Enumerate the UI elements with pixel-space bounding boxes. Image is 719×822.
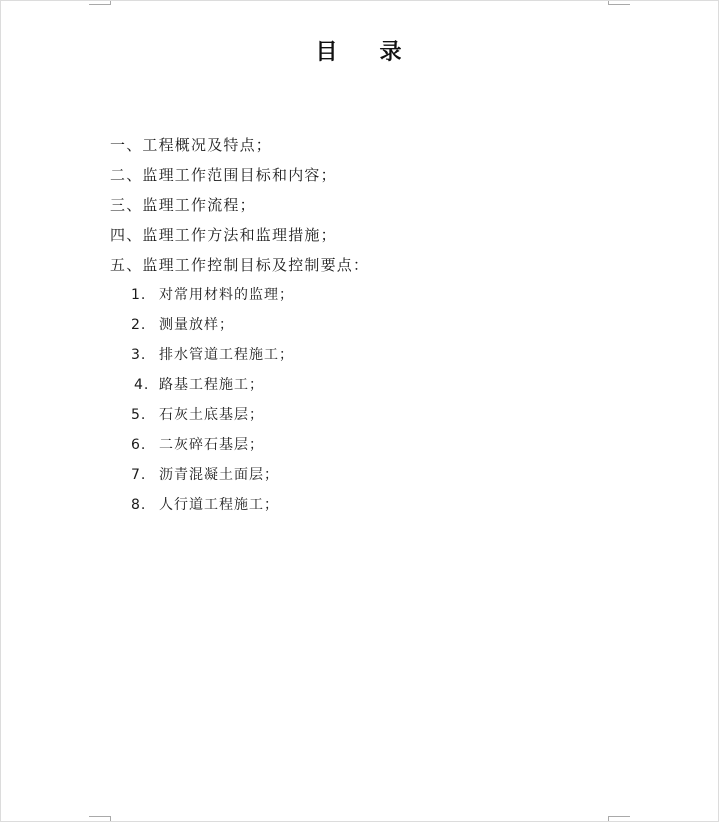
toc-subitem-text: 石灰土底基层； <box>159 407 264 423</box>
toc-subitem-number: 1. <box>131 287 147 303</box>
crop-mark <box>110 816 111 821</box>
crop-mark <box>608 4 630 5</box>
toc-subitem-number: 2. <box>131 317 147 333</box>
crop-mark <box>608 816 630 817</box>
toc-section: 二、监理工作范围目标和内容； <box>110 166 337 184</box>
crop-mark <box>89 816 111 817</box>
crop-mark <box>608 1 609 5</box>
toc-subitem-text: 人行道工程施工； <box>159 497 279 513</box>
table-of-contents <box>110 130 369 520</box>
toc-subitem <box>110 340 369 370</box>
toc-subitem-number: 7. <box>131 467 147 483</box>
toc-section: 五、监理工作控制目标及控制要点： <box>110 256 370 274</box>
toc-subitem-text: 对常用材料的监理； <box>159 287 294 303</box>
toc-subitem <box>110 460 369 490</box>
crop-mark <box>110 1 111 5</box>
toc-subitem-text: 测量放样； <box>159 317 234 333</box>
toc-subitem <box>110 370 369 400</box>
toc-section: 三、监理工作流程； <box>110 196 256 214</box>
toc-subitem <box>110 400 369 430</box>
toc-subitem-text: 排水管道工程施工； <box>159 347 294 363</box>
toc-section: 四、监理工作方法和监理措施； <box>110 226 337 244</box>
toc-subitem <box>110 310 369 340</box>
toc-subitem-number: 4. <box>134 377 150 393</box>
crop-mark <box>89 4 111 5</box>
toc-subitem <box>110 280 369 310</box>
toc-subitem-number: 5. <box>131 407 147 423</box>
toc-subitem <box>110 490 369 520</box>
title-char: 录 <box>379 40 404 65</box>
toc-subitem-number: 3. <box>131 347 147 363</box>
page-title <box>1 35 718 66</box>
toc-subitem-number: 6. <box>131 437 147 453</box>
toc-subitem-text: 路基工程施工； <box>159 377 264 393</box>
toc-subitem-text: 二灰碎石基层； <box>159 437 264 453</box>
toc-subitem-number: 8. <box>131 497 147 513</box>
toc-section: 一、工程概况及特点； <box>110 136 273 154</box>
crop-mark <box>608 816 609 821</box>
toc-subitem-text: 沥青混凝土面层； <box>159 467 279 483</box>
toc-subitem <box>110 430 369 460</box>
title-char: 目 <box>315 40 340 65</box>
